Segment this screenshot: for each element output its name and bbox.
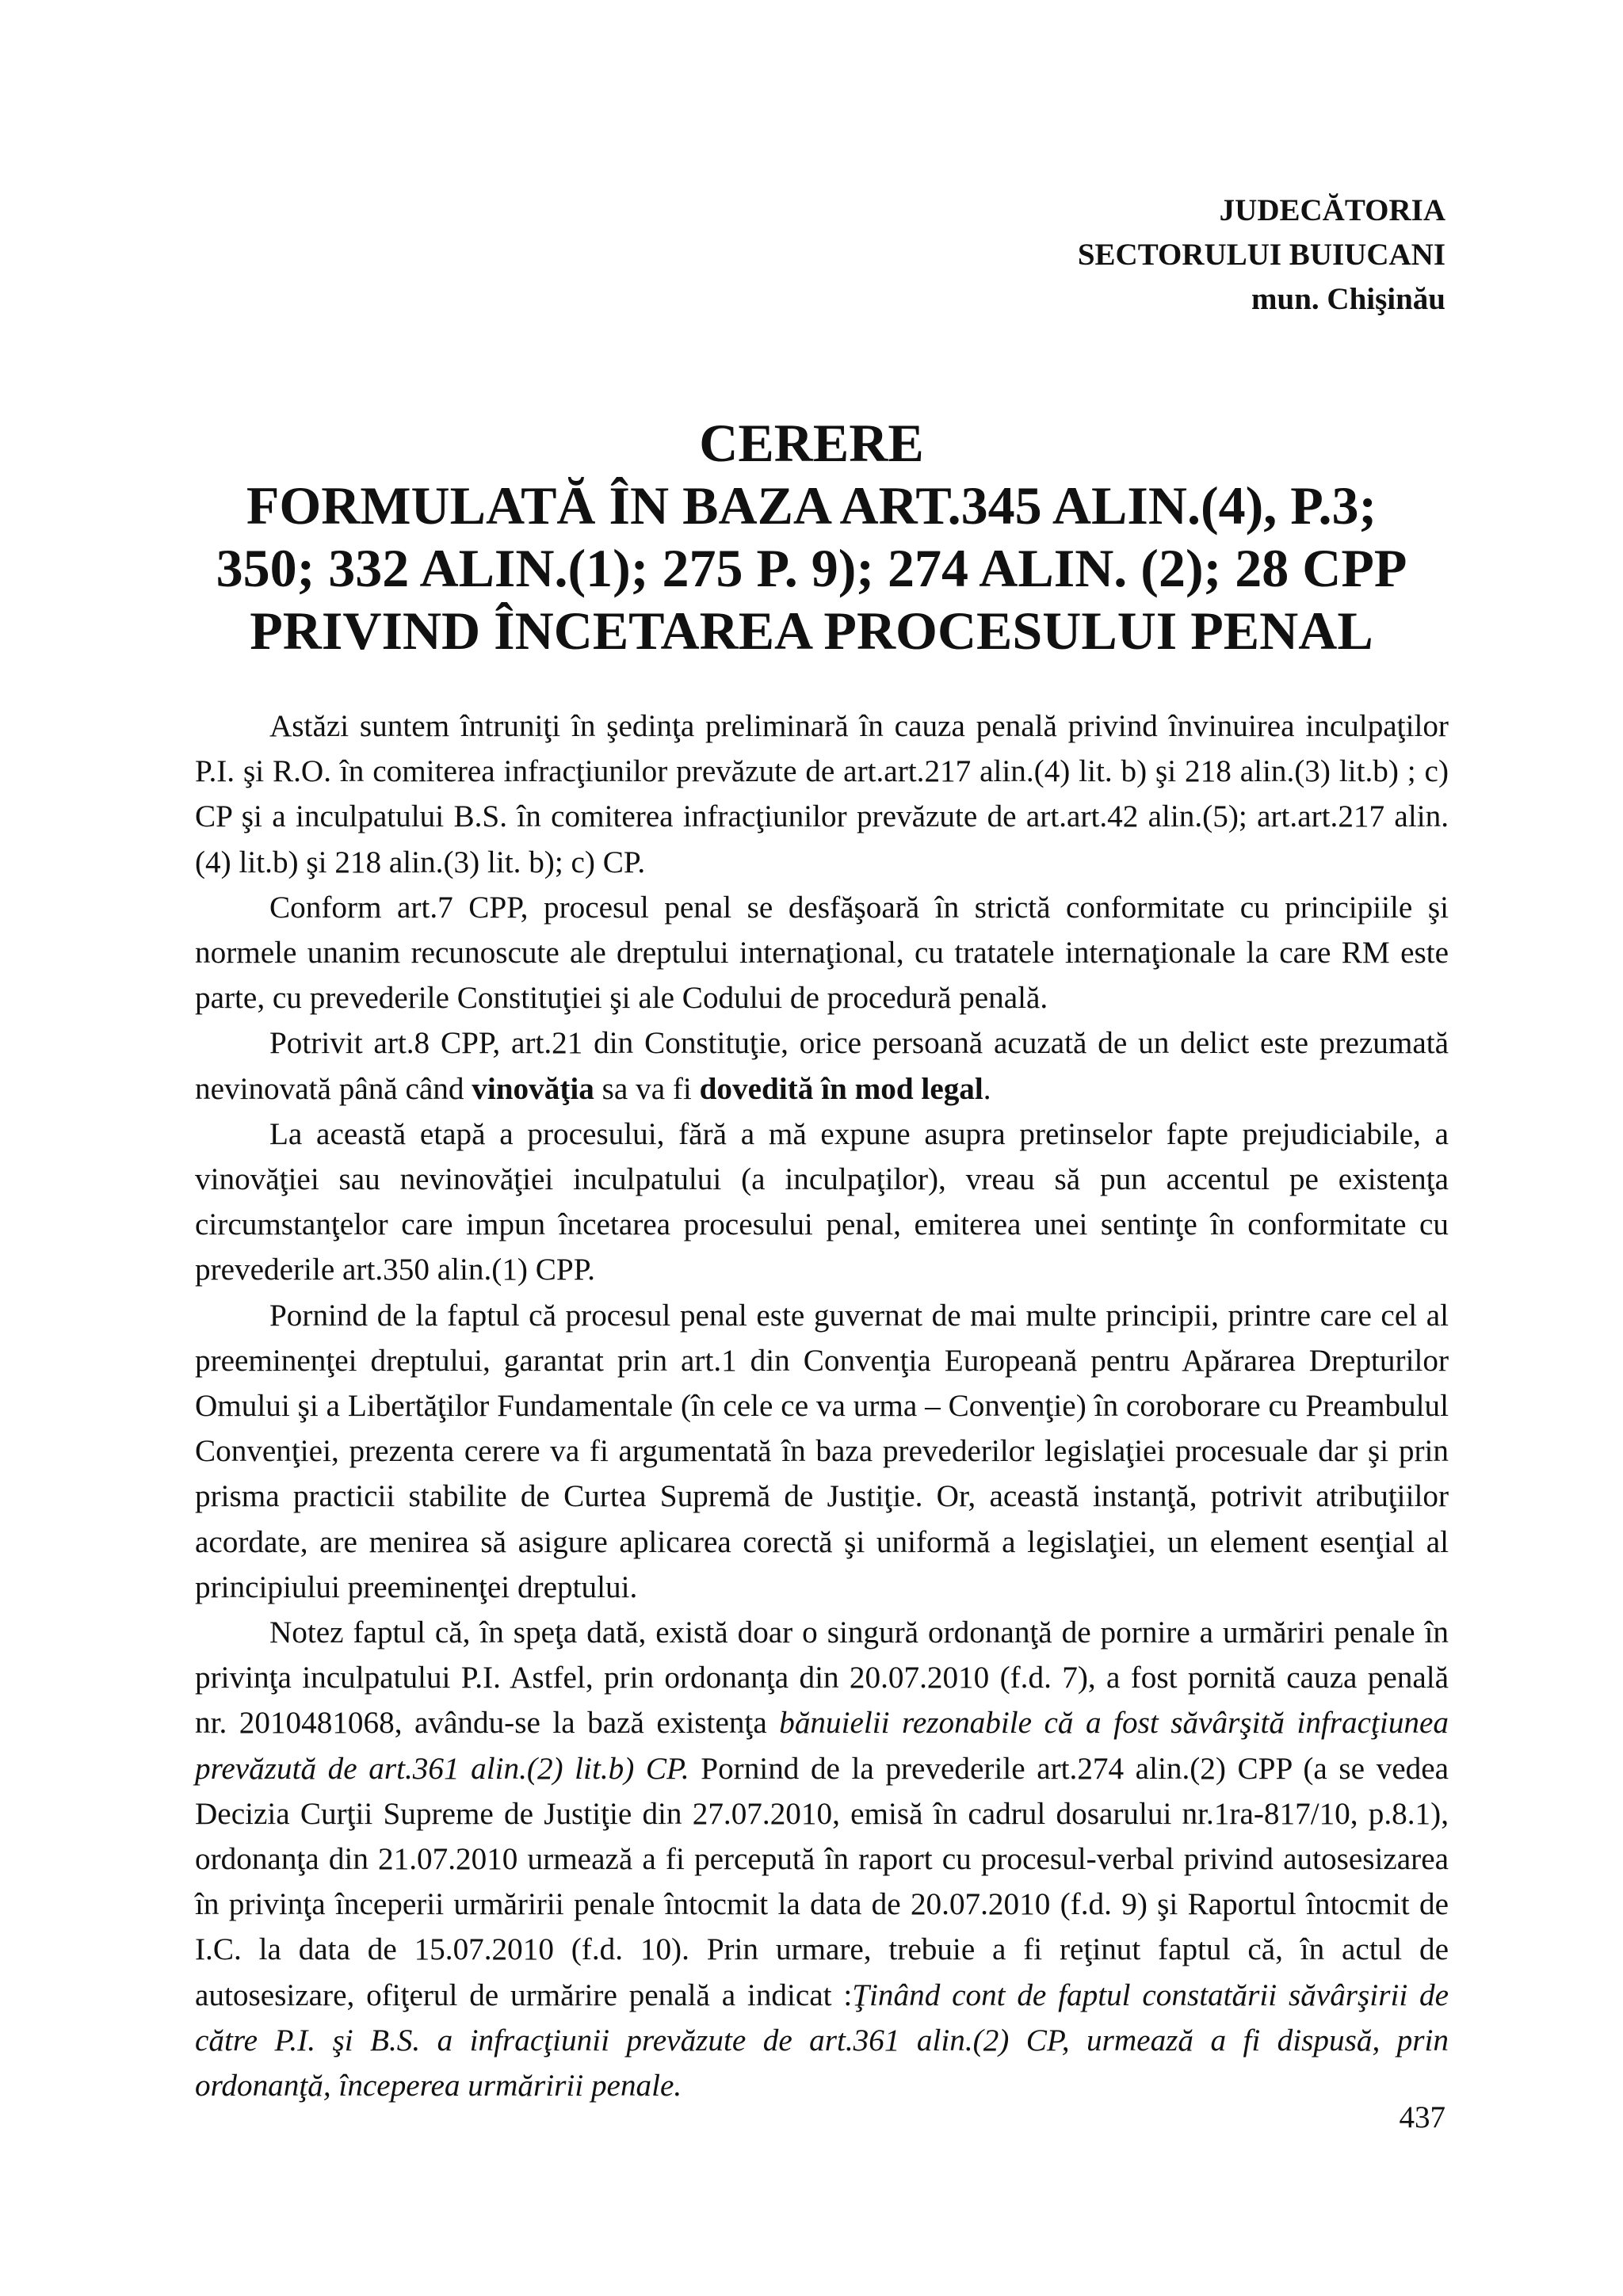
paragraph-3-text-e: . [983, 1071, 991, 1106]
paragraph-5: Pornind de la faptul că procesul penal este guvernat de mai multe principii, printre care cel al preeminenţei dreptului, garantat prin art.1 din Convenţia Europeană pentru Apărarea Drepturilor Omului şi a Libertăţilor Fundamentale (în cele ce va urma – Convenţie) în coroborare cu Preambulul Convenţiei, prezenta cerere va fi argumentată în baza prevederilor legislaţiei procesuale dar şi prin prisma practicii stabilite de Curtea Supremă de Justiţie. Or, această instanţă, potrivit atribuţiilor acordate, are menirea să asigure aplicarea corectă şi uniformă a legislaţiei, un element esenţial al principiului preeminenţei dreptului. [195, 1298, 1449, 1604]
paragraph-6 [195, 1610, 1449, 2108]
paragraph-1: Astăzi suntem întruniţi în şedinţa preliminară în cauza penală privind învinuirea inculpaţilor P.I. şi R.O. în comiterea infracţiunilor prevăzute de art.art.217 alin.(4) lit. b) şi 218 alin.(3) lit.b) ; c) CP şi a inculpatului B.S. în comiterea infracţiunilor prevăzute de art.art.42 alin.(5); art.art.217 alin.(4) lit.b) şi 218 alin.(3) lit. b); c) CP. [195, 709, 1449, 879]
paragraph-6-text-a: Notez faptul că, în speţa dată, există doar o singură ordonanţă de pornire a urmăriri penale în privinţa inculpatului P.I. Astfel, prin ordonanţa din 20.07.2010 (f.d. 7), a fost pornită cauza penală nr. 2010481068, avându-se la bază existenţa [195, 1615, 1449, 1741]
paragraph-2: Conform art.7 CPP, procesul penal se desfăşoară în strictă conformitate cu principiile şi normele unanim recunoscute ale dreptului internaţional, cu tratatele internaţionale la care RM este parte, cu prevederile Constituţiei şi ale Codului de procedură penală. [195, 890, 1449, 1016]
paragraph-4: La această etapă a procesului, fără a mă expune asupra pretinselor fapte prejudiciabile, a vinovăţiei sau nevinovăţiei inculpatului (a inculpaţilor), vreau să pun accentul pe existenţa circumstanţelor care impun încetarea procesului penal, emiterea unei sentinţe în conformitate cu prevederile art.350 alin.(1) CPP. [195, 1116, 1449, 1287]
paragraph-6-text-c: Pornind de la prevederile art.274 alin.(2) CPP (a se vedea Decizia Curţii Supreme de Justiţie din 27.07.2010, emisă în cadrul dosarului nr.1ra-817/10, p.8.1), ordonanţa din 21.07.2010 urmează a fi percepută în raport cu procesul-verbal privind autosesizarea în privinţa începerii urmăririi penale întocmit la data de 20.07.2010 (f.d. 9) şi Raportul întocmit de I.C. la data de 15.07.2010 (f.d. 10). Prin urmare, trebuie a fi reţinut faptul că, în actul de autosesizare, ofiţerul de urmărire penală a indicat : [195, 1751, 1449, 2012]
addressee-block [1078, 189, 1445, 322]
title-line-2: FORMULATĂ ÎN BAZA ART.345 ALIN.(4), P.3; [246, 475, 1377, 536]
addressee-city: mun. Chişinău [1251, 282, 1445, 316]
paragraph-6-italic-suspicion: bănuielii rezonabile că a fost săvârşită infracţiunea prevăzută de art.361 alin.(2) lit.b) CP. [195, 1706, 1449, 1786]
paragraph-6-italic-quote: Ţinând cont de faptul constatării săvârşirii de către P.I. şi B.S. a infracţiunii prevăzute de art.361 alin.(2) CP, urmează a fi dispusă, prin ordonanţă, începerea urmăririi penale. [195, 1978, 1449, 2103]
page-number: 437 [1399, 2100, 1445, 2134]
document-title [158, 412, 1465, 662]
paragraph-3-text-a: Potrivit art.8 CPP, art.21 din Constituţie, orice persoană acuzată de un delict este prezumată nevinovată până când [195, 1026, 1449, 1106]
addressee-sector: SECTORULUI BUIUCANI [1077, 238, 1445, 272]
paragraph-3-bold-guilt: vinovăţia [472, 1071, 594, 1106]
title-line-4: PRIVIND ÎNCETAREA PROCESULUI PENAL [250, 601, 1373, 661]
addressee-court: JUDECĂTORIA [1219, 193, 1445, 227]
paragraph-3-bold-proven: dovedită în mod legal [699, 1071, 983, 1106]
title-line-3: 350; 332 ALIN.(1); 275 P. 9); 274 ALIN. (2); 28 CPP [216, 538, 1407, 598]
paragraph-3-text-c: sa va fi [594, 1071, 700, 1106]
paragraph-3 [195, 1020, 1449, 1111]
document-body [195, 704, 1449, 2108]
title-line-1: CERERE [699, 413, 924, 473]
